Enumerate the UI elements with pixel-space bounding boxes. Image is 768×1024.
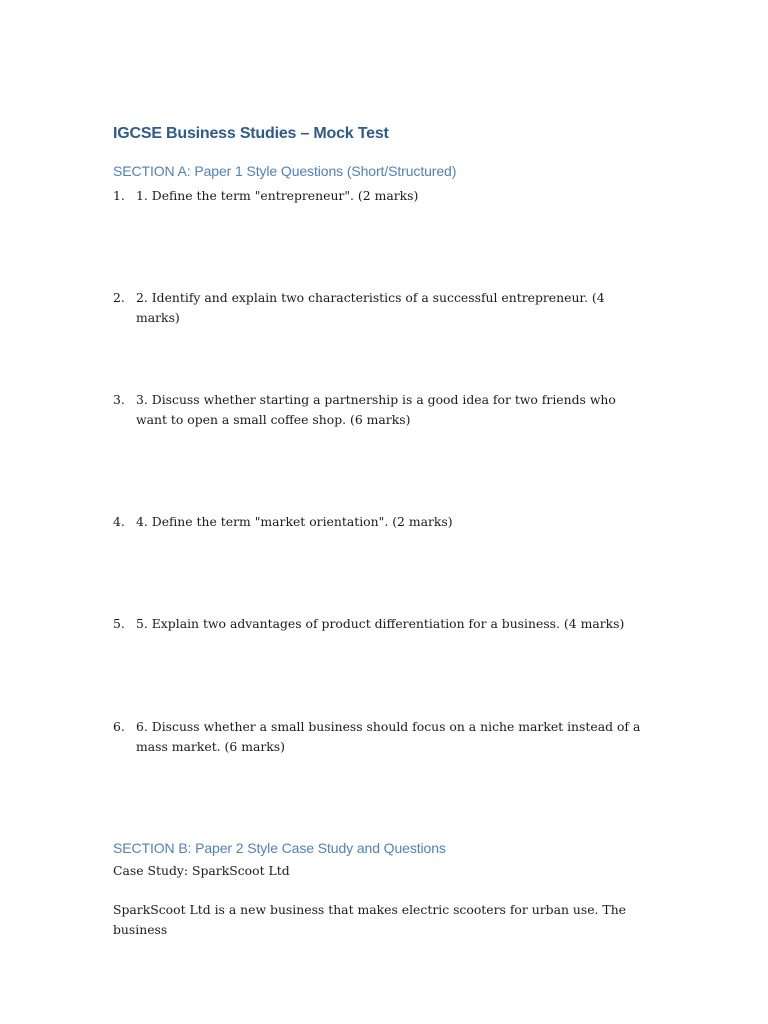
- question-text: 2. Identify and explain two characteristics of a successful entrepreneur. (4 marks): [136, 290, 605, 325]
- question-text: 5. Explain two advantages of product differentiation for a business. (4 marks): [136, 616, 625, 631]
- question-item: [113, 390, 643, 429]
- question-text: 1. Define the term "entrepreneur". (2 marks): [136, 188, 419, 203]
- question-item: [113, 186, 643, 206]
- question-number: 2.: [113, 290, 125, 305]
- question-number: 4.: [113, 514, 125, 529]
- question-text: 6. Discuss whether a small business should focus on a niche market instead of a mass market. (6 marks): [136, 719, 641, 754]
- section-a-heading: SECTION A: Paper 1 Style Questions (Short/Structured): [113, 163, 457, 179]
- question-text: 4. Define the term "market orientation". (2 marks): [136, 514, 453, 529]
- document-title: IGCSE Business Studies – Mock Test: [113, 125, 389, 142]
- question-number: 6.: [113, 719, 125, 734]
- question-item: [113, 512, 643, 532]
- question-number: 5.: [113, 616, 125, 631]
- question-number: 3.: [113, 392, 125, 407]
- case-study-label: Case Study: SparkScoot Ltd: [113, 863, 290, 878]
- question-item: [113, 288, 643, 327]
- question-item: [113, 614, 643, 634]
- section-b-heading: SECTION B: Paper 2 Style Case Study and Questions: [113, 840, 446, 856]
- question-item: [113, 717, 643, 756]
- case-study-paragraph: SparkScoot Ltd is a new business that makes electric scooters for urban use. The business: [113, 902, 627, 937]
- question-number: 1.: [113, 188, 125, 203]
- question-text: 3. Discuss whether starting a partnership is a good idea for two friends who want to open a small coffee shop. (6 marks): [136, 392, 616, 427]
